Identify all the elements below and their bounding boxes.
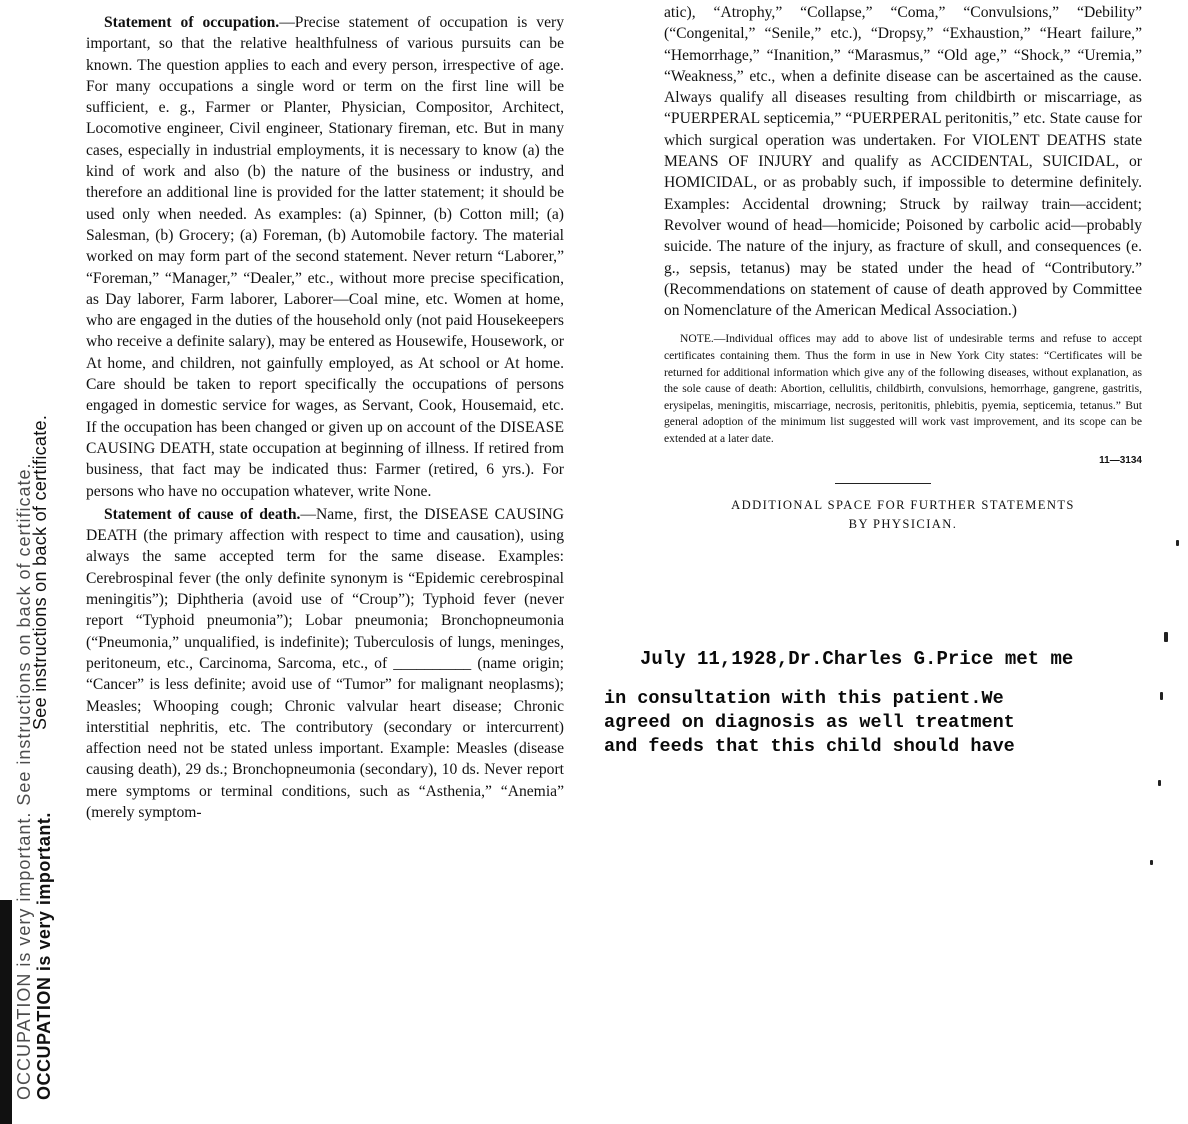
continued-paragraph: atic), “Atrophy,” “Collapse,” “Coma,” “Convulsions,” “Debility” (“Congenital,” “Senile,” etc.), “Dropsy,” “Exhaustion,” “Heart failure,” “Hemorrhage,” “Inanition,” “Marasmus,” “Old age,” “Shock,” “Uremia,” “Weakness,” etc., when a definite disease can be ascertained as the cause. Always qualify all diseases resulting from childbirth or miscarriage, as “PUERPERAL septicemia,” “PUERPERAL peritonitis,” etc. State cause for which surgical operation was undertaken. For VIOLENT DEATHS state MEANS OF INJURY and qualify as ACCIDENTAL, SUICIDAL, or HOMICIDAL, or as probably such, if impossible to determine definitely. Examples: Accidental drowning; Struck by railway train—accident; Revolver wound of head—homicide; Poisoned by carbolic acid—probably suicide. The nature of the injury, as fracture of skull, and consequences (e. g., sepsis, tetanus) may be stated under the head of “Contributory.” (Recommendations on statement of cause of death approved by Committee on Nomenclature of the American Medical Association.) — [664, 4, 1142, 320]
cause-of-death-text: —Name, first, the DISEASE CAUSING DEATH (the primary affection with respect to time and causation), using always the same accepted term for the same disease. Examples: Cerebrospinal fever (the only definite synonym is “Epidemic cerebrospinal meningitis”); Diphtheria (avoid use of “Croup”); Typhoid fever (never report “Typhoid pneumonia”); Lobar pneumonia; Bronchopneumonia (“Pneumonia,” unqualified, is indefinite); Tuberculosis of lungs, meninges, peritoneum, etc., Carcinoma, Sarcoma, etc., of __________ (name origin; “Cancer” is less definite; avoid use of “Tumor” for malignant neoplasms); Measles; Whooping cough; Chronic valvular heart disease; Chronic interstitial nephritis, etc. The contributory (secondary or intercurrent) affection need not be stated unless important. Example: Measles (disease causing death), 29 ds.; Bronchopneumonia (secondary), 10 ds. Never report mere symptoms or terminal conditions, such as “Asthenia,” “Anemia” (merely symptom- — [86, 505, 564, 821]
cause-of-death-heading: Statement of cause of death. — [104, 505, 301, 523]
typed-statement-line-3: agreed on diagnosis as well treatment — [604, 712, 1015, 733]
divider-rule — [835, 483, 931, 484]
scan-speck — [1158, 780, 1161, 786]
margin-instructions-notice: See instructions on back of certificate. — [30, 414, 50, 730]
additional-space-heading — [664, 496, 1142, 534]
typed-statement-line-1: July 11,1928,Dr.Charles G.Price met me — [640, 648, 1074, 670]
note-paragraph: NOTE.—Individual offices may add to above list of undesirable terms and refuse to accept certificates containing them. Thus the form in use in New York City states: “Certificates will be returned for additional information which give any of the following diseases, without explanation, as the sole cause of death: Abortion, cellulitis, childbirth, convulsions, hemorrhage, gangrene, gastritis, erysipelas, meningitis, miscarriage, necrosis, peritonitis, phlebitis, pyemia, septicemia, tetanus.” But general adoption of the minimum list suggested will work vast improvement, and its scope can be extended at a later date. — [664, 332, 1142, 446]
typed-statement-line-2: in consultation with this patient.We — [604, 688, 1004, 709]
left-column — [86, 12, 564, 823]
scan-speck — [1176, 540, 1179, 546]
margin-scan-edge — [0, 900, 12, 1124]
scan-speck — [1160, 692, 1163, 700]
additional-space-heading-line-2: BY PHYSICIAN. — [848, 516, 958, 531]
scan-speck — [1150, 860, 1153, 865]
margin-occupation-notice: OCCUPATION is very important. — [34, 812, 54, 1100]
typed-statement-line-4: and feeds that this child should have — [604, 736, 1015, 757]
additional-space-heading-line-1: ADDITIONAL SPACE FOR FURTHER STATEMENTS — [731, 497, 1075, 512]
left-margin-strip — [0, 0, 70, 1124]
occupation-heading: Statement of occupation. — [104, 14, 280, 31]
form-reference-number: 11—3134 — [1099, 454, 1142, 466]
margin-occupation-notice-faded: OCCUPATION is very important. See instructions on back of certificate. — [14, 462, 34, 1100]
occupation-paragraph — [86, 12, 564, 502]
occupation-text: —Precise statement of occupation is very important, so that the relative healthfulness of various pursuits can be known. The question applies to each and every person, irrespective of age. For many occupations a single word or term on the first line will be sufficient, e. g., Farmer or Planter, Physician, Compositor, Architect, Locomotive engineer, Civil engineer, Stationary fireman, etc. But in many cases, especially in industrial employments, it is necessary to know (a) the kind of work and also (b) the nature of the business or industry, and therefore an additional line is provided for the latter statement; it should be used only when needed. As examples: (a) Spinner, (b) Cotton mill; (a) Salesman, (b) Grocery; (a) Foreman, (b) Automobile factory. The material worked on may form part of the second statement. Never return “Laborer,” “Foreman,” “Manager,” “Dealer,” etc., without more precise specification, as Day laborer, Farm laborer, Laborer—Coal mine, etc. Women at home, who are engaged in the duties of the household only (not paid Housekeepers who receive a definite salary), may be entered as Housewife, Housework, or At home, and children, not gainfully employed, as At school or At home. Care should be taken to report specifically the occupations of persons engaged in domestic service for wages, as Servant, Cook, Housemaid, etc. If the occupation has been changed or given up on account of the DISEASE CAUSING DEATH, state occupation at beginning of illness. If retired from business, that fact may be indicated thus: Farmer (retired, 6 yrs.). For persons who have no occupation whatever, write None. — [86, 14, 564, 500]
scan-speck — [1164, 632, 1168, 642]
cause-of-death-paragraph — [86, 504, 564, 823]
right-column — [664, 2, 1142, 534]
